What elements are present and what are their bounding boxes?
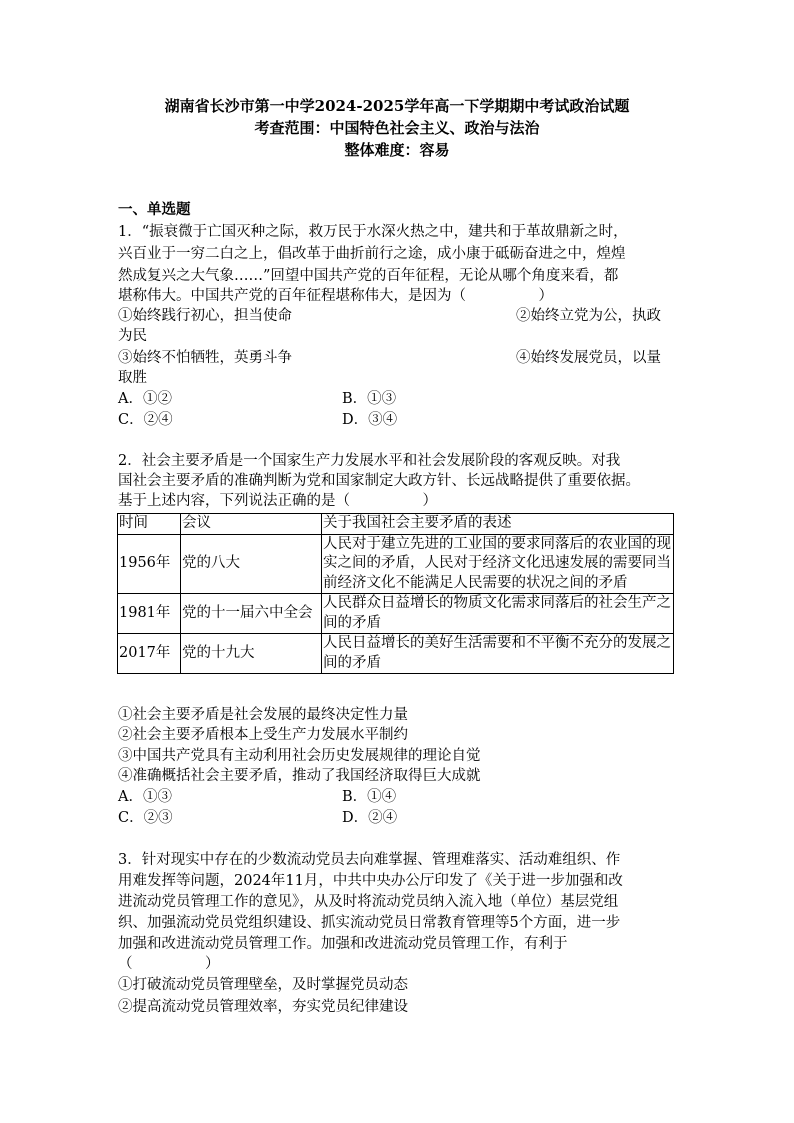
q3-statement-2: ②提高流动党员管理效率，夯实党员纪律建设 xyxy=(118,999,408,1015)
q1-stem-line: 1．“振衰微于亡国灭种之际，救万民于水深火热之中，建共和于革故鼎新之时， xyxy=(118,224,628,240)
table-cell-desc: 人民对于建立先进的工业国的要求同落后的农业国的现实之间的矛盾，人民对于经济文化迅速发展的需要同当前经济文化不能满足人民需要的状况之间的矛盾 xyxy=(322,534,674,594)
q1-stem-line: 然成复兴之大气象……”回望中国共产党的百年征程，无论从哪个角度来看，都 xyxy=(118,268,619,284)
q1-statement-4-cont: 取胜 xyxy=(118,370,147,386)
table-header-cell: 会议 xyxy=(181,514,322,535)
q1-statement-3: ③始终不怕牺牲，英勇斗争 xyxy=(118,350,292,366)
doc-scope: 考查范围：中国特色社会主义、政治与法治 xyxy=(254,119,540,137)
table-cell-desc: 人民群众日益增长的物质文化需求同落后的社会生产之间的矛盾 xyxy=(322,594,674,634)
q1-stem-line: 兴百业于一穷二白之上，倡改革于曲折前行之途，成小康于砥砺奋进之中，煌煌 xyxy=(118,246,626,262)
q2-statement-4: ④准确概括社会主要矛盾，推动了我国经济取得巨大成就 xyxy=(118,768,481,784)
table-header-cell: 时间 xyxy=(118,514,181,535)
table-cell-time: 1981年 xyxy=(118,594,181,634)
doc-title: 湖南省长沙市第一中学2024-2025学年高一下学期期中考试政治试题 xyxy=(164,97,630,115)
q1-statement-2-cont: 为民 xyxy=(118,328,147,344)
q3-stem-line: 用难发挥等问题，2024年11月，中共中央办公厅印发了《关于进一步加强和改 xyxy=(118,873,623,889)
q3-stem-line: 3．针对现实中存在的少数流动党员去向难掌握、管理难落实、活动难组织、作 xyxy=(118,852,621,868)
q2-statement-2: ②社会主要矛盾根本上受生产力发展水平制约 xyxy=(118,727,408,743)
section-title: 一、单选题 xyxy=(118,201,191,218)
table-row xyxy=(118,534,674,594)
q3-stem-line: 加强和改进流动党员管理工作。加强和改进流动党员管理工作，有利于 xyxy=(118,936,568,952)
table-cell-meeting: 党的十九大 xyxy=(181,634,322,674)
q3-stem-line: 织、加强流动党员党组织建设、抓实流动党员日常教育管理等5个方面，进一步 xyxy=(118,915,621,931)
q2-statement-1: ①社会主要矛盾是社会发展的最终决定性力量 xyxy=(118,707,408,723)
q2-stem-line: 国社会主要矛盾的准确判断为党和国家制定大政方针、长远战略提供了重要依据。 xyxy=(118,473,640,489)
q3-statement-1: ①打破流动党员管理壁垒，及时掌握党员动态 xyxy=(118,977,408,993)
doc-difficulty: 整体难度：容易 xyxy=(344,141,450,159)
q1-choice-d[interactable]: D．③④ xyxy=(342,412,398,428)
q2-choice-b[interactable]: B．①④ xyxy=(342,789,397,805)
q2-stem-line: 2．社会主要矛盾是一个国家生产力发展水平和社会发展阶段的客观反映。对我 xyxy=(118,453,621,469)
q2-stem-line: 基于上述内容，下列说法正确的是（ ） xyxy=(118,493,437,509)
q2-statement-3: ③中国共产党具有主动利用社会历史发展规律的理论自觉 xyxy=(118,748,481,764)
table-cell-meeting: 党的八大 xyxy=(181,534,322,594)
table-cell-time: 1956年 xyxy=(118,534,181,594)
contradiction-table xyxy=(117,513,674,674)
q3-stem-line: 进流动党员管理工作的意见》，从及时将流动党员纳入流入地（单位）基层党组 xyxy=(118,894,619,910)
q1-choice-a[interactable]: A．①② xyxy=(118,391,172,407)
table-header-cell: 关于我国社会主要矛盾的表述 xyxy=(322,514,674,535)
q1-statement-1: ①始终践行初心，担当使命 xyxy=(118,308,292,324)
q2-choice-d[interactable]: D．②④ xyxy=(342,810,398,826)
table-cell-time: 2017年 xyxy=(118,634,181,674)
q1-statement-4: ④始终发展党员，以量 xyxy=(516,350,661,366)
table-row xyxy=(118,594,674,634)
table-cell-desc: 人民日益增长的美好生活需要和不平衡不充分的发展之间的矛盾 xyxy=(322,634,674,674)
q1-choice-b[interactable]: B．①③ xyxy=(342,391,397,407)
table-header-row xyxy=(118,514,674,535)
q1-choice-c[interactable]: C．②④ xyxy=(118,412,173,428)
table-row xyxy=(118,634,674,674)
q1-statement-2: ②始终立党为公，执政 xyxy=(516,308,661,324)
q1-stem-line: 堪称伟大。中国共产党的百年征程堪称伟大，是因为（ ） xyxy=(118,288,553,304)
q2-choice-a[interactable]: A．①③ xyxy=(118,789,172,805)
q3-answer-blank: （ ） xyxy=(118,956,220,972)
q2-choice-c[interactable]: C．②③ xyxy=(118,810,173,826)
table-cell-meeting: 党的十一届六中全会 xyxy=(181,594,322,634)
